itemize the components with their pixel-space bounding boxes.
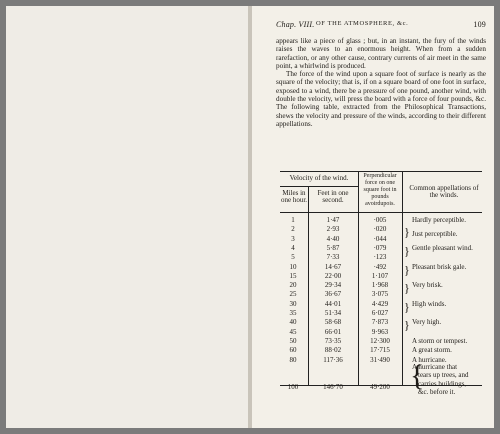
feet-cell: 29·34 — [324, 281, 342, 290]
left-blank-page — [6, 6, 248, 428]
feet-cell: 66·01 — [324, 327, 342, 336]
miles-cell: 15 — [289, 271, 297, 280]
feet-cell: 22·00 — [324, 271, 342, 280]
force-cell: 9·963 — [371, 327, 389, 336]
force-cell: ·492 — [373, 262, 387, 271]
miles-cell: 4 — [291, 243, 295, 252]
miles-cell: 30 — [289, 299, 297, 308]
paragraph-2: The force of the wind upon a square foot of surface is nearly as the square of the velocity; that is, if on a square board of one foot in surface, exposed to a wind, there be a pressure of one pound, another wind, with double the velocity, will press the board with a force of four pounds, &c. The following table, extracted from the Philosophical Transactions, shews the velocity and pressure of the winds, according to their different appellations. — [276, 70, 486, 128]
appellation-label: A hurricane that — [412, 362, 458, 371]
force-cell: ·044 — [373, 234, 387, 243]
miles-cell: 60 — [289, 346, 297, 355]
velocity-sub-rule — [280, 186, 358, 187]
table-row — [280, 328, 482, 337]
appellation-row — [280, 244, 482, 253]
appellation-row — [280, 337, 482, 346]
miles-cell: 5 — [291, 253, 295, 262]
force-cell: 31·490 — [370, 355, 390, 364]
feet-cell: 4·40 — [326, 234, 340, 243]
force-cell: ·123 — [373, 253, 387, 262]
paragraph-1: appears like a piece of glass ; but, in an instant, the fury of the winds raises the waves to an enormous height. When from a sudden rarefaction, or any other cause, contrary currents of air meet in the same point, a whirlwind is produced. — [276, 37, 486, 70]
miles-cell: 80 — [289, 355, 297, 364]
table-top-rule — [280, 171, 482, 172]
appellation-row — [280, 363, 482, 372]
appellation-label: A storm or tempest. — [412, 336, 468, 345]
force-cell: 7·873 — [371, 318, 389, 327]
table-row — [280, 290, 482, 299]
appellation-label: carries buildings, — [418, 379, 467, 388]
feet-cell: 58·68 — [324, 318, 342, 327]
appellation-row — [280, 318, 482, 327]
appellation-label: Pleasant brisk gale. — [412, 262, 467, 271]
hurricane-brace: { — [410, 359, 425, 393]
header-appellations: Common appellations of the winds. — [409, 184, 479, 200]
group-brace: } — [404, 281, 410, 296]
appellation-label: High winds. — [412, 299, 447, 308]
feet-cell: 51·34 — [324, 309, 342, 317]
miles-cell: 2 — [291, 225, 295, 234]
appellation-row — [280, 371, 482, 380]
page-number: 109 — [473, 20, 486, 29]
force-cell: ·020 — [373, 225, 387, 234]
chapter-label: Chap. VIII. — [276, 20, 315, 29]
force-cell: ·079 — [373, 243, 387, 252]
header-velocity: Velocity of the wind. — [289, 174, 349, 182]
force-cell: 12·300 — [370, 336, 390, 345]
header-miles: Miles in one hour. — [280, 189, 308, 205]
group-brace: } — [404, 262, 410, 277]
miles-cell: 50 — [289, 336, 297, 345]
table-row — [280, 272, 482, 281]
miles-cell: 10 — [289, 262, 297, 271]
appellation-label: A hurricane. — [412, 355, 447, 364]
force-cell: 4·429 — [371, 299, 389, 308]
force-cell: 1·968 — [371, 281, 389, 290]
miles-cell: 100 — [287, 382, 299, 391]
feet-cell: 5·87 — [326, 243, 340, 252]
miles-cell: 20 — [289, 281, 297, 290]
right-page — [252, 6, 494, 428]
appellation-label: Hardly perceptible. — [412, 216, 467, 224]
table-row — [280, 253, 482, 262]
header-feet: Feet in one second. — [317, 189, 349, 205]
force-cell: 49·200 — [370, 382, 390, 391]
force-cell: 1·107 — [371, 271, 389, 280]
appellation-row — [280, 281, 482, 290]
appellation-row — [280, 388, 482, 397]
force-cell: 17·715 — [370, 346, 390, 355]
appellation-row — [280, 380, 482, 389]
appellation-row — [280, 230, 482, 239]
appellation-row — [280, 216, 482, 225]
appellation-row — [280, 300, 482, 309]
feet-cell: 117·36 — [323, 355, 343, 364]
running-title: OF THE ATMOSPHERE, &c. — [316, 20, 409, 27]
feet-cell: 88·02 — [324, 346, 342, 355]
group-brace: } — [404, 318, 410, 333]
force-cell: 3·075 — [371, 290, 389, 299]
feet-cell: 1·47 — [326, 216, 340, 224]
feet-cell: 7·33 — [326, 253, 340, 262]
miles-cell: 3 — [291, 234, 295, 243]
appellation-label: Very high. — [412, 318, 442, 327]
body-text — [276, 37, 486, 128]
feet-cell: 146·70 — [323, 382, 343, 391]
feet-cell: 14·67 — [324, 262, 342, 271]
feet-cell: 2·93 — [326, 225, 340, 234]
appellation-row — [280, 263, 482, 272]
appellation-label: Very brisk. — [412, 281, 443, 290]
group-brace: } — [404, 243, 410, 258]
feet-cell: 73·35 — [324, 336, 342, 345]
miles-cell: 35 — [289, 309, 297, 317]
appellation-label: tears up trees, and — [418, 371, 469, 380]
feet-cell: 44·01 — [324, 299, 342, 308]
appellation-label: Just perceptible. — [412, 229, 458, 238]
appellation-label: A great storm. — [412, 346, 452, 355]
feet-cell: 36·67 — [324, 290, 342, 299]
group-brace: } — [404, 299, 410, 314]
miles-cell: 1 — [291, 216, 295, 224]
header-force: Perpendicular force on one square foot in pounds avoirdupois. — [363, 173, 397, 207]
table-row — [280, 309, 482, 318]
miles-cell: 25 — [289, 290, 297, 299]
appellation-row — [280, 346, 482, 355]
force-cell: ·005 — [373, 216, 387, 224]
force-cell: 6·027 — [371, 309, 389, 317]
miles-cell: 40 — [289, 318, 297, 327]
group-brace: } — [404, 225, 410, 240]
miles-cell: 45 — [289, 327, 297, 336]
header-bottom-rule — [280, 212, 482, 213]
appellation-label: Gentle pleasant wind. — [412, 243, 473, 252]
appellation-label: &c. before it. — [418, 388, 456, 397]
